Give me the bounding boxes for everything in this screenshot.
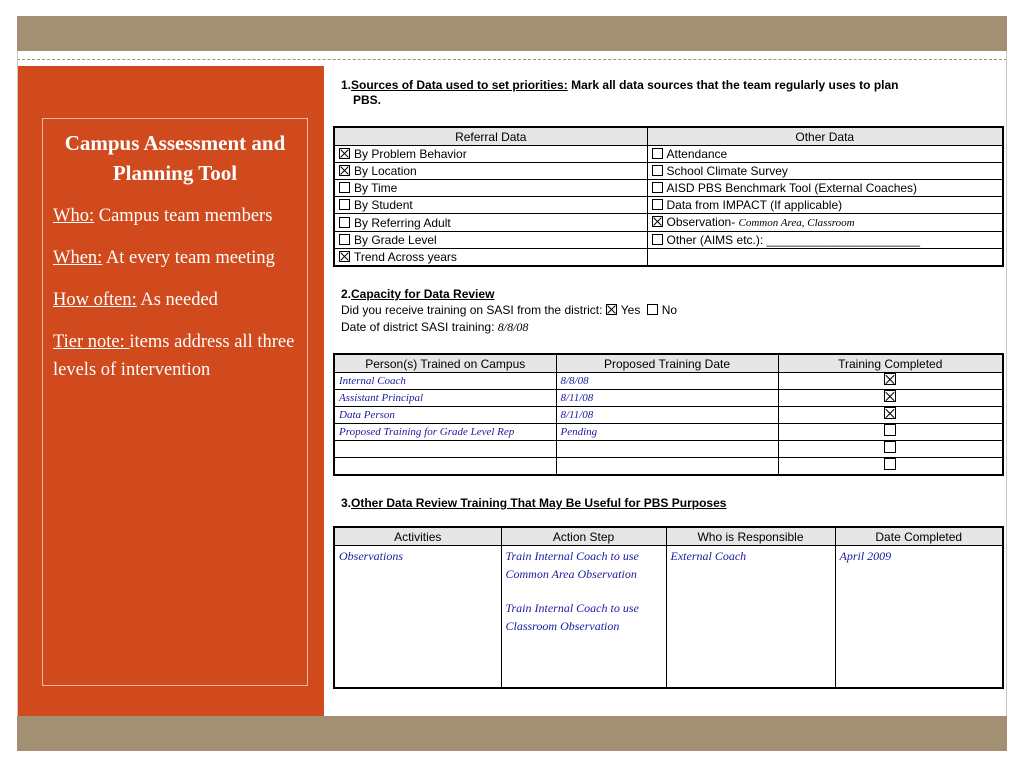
referral-checkbox[interactable] [339,199,350,210]
other-data-cell[interactable] [647,214,1003,232]
other-data-label: Observation- [666,215,739,229]
proposed-date-cell[interactable]: 8/11/08 [556,407,778,424]
sasi-date-line [341,320,528,335]
section1-heading [341,78,991,108]
referral-checkbox[interactable] [339,251,350,262]
completed-cell[interactable] [778,390,1003,407]
section3-number: 3. [341,496,352,510]
proposed-date-cell[interactable] [556,458,778,476]
other-data-cell[interactable] [647,232,1003,249]
referral-label: By Location [354,164,417,178]
sidebar-box [42,118,308,686]
referral-checkbox[interactable] [339,182,350,193]
other-data-checkbox[interactable] [652,199,663,210]
table-row [334,180,1003,197]
header-training-completed: Training Completed [778,354,1003,373]
when-note [53,244,307,272]
completed-checkbox[interactable] [884,390,896,402]
referral-label: By Problem Behavior [354,147,467,161]
referral-label: By Time [354,181,398,195]
completed-cell[interactable] [778,407,1003,424]
date-completed-cell[interactable]: April 2009 [835,546,1003,689]
table-row [334,546,1003,689]
section2-title: Capacity for Data Review [351,287,495,301]
completed-checkbox[interactable] [884,424,896,436]
completed-checkbox[interactable] [884,458,896,470]
other-data-label: Data from IMPACT (If applicable) [666,198,843,212]
table-header-row [334,527,1003,546]
other-training-table [333,526,1004,689]
proposed-date-cell[interactable] [556,441,778,458]
proposed-date-cell[interactable]: 8/8/08 [556,373,778,390]
header-person-trained: Person(s) Trained on Campus [334,354,556,373]
training-table [333,353,1004,476]
sasi-yes-label: Yes [620,303,641,317]
when-label: When: [53,248,103,268]
how-often-label: How often: [53,290,137,310]
sasi-date-label: Date of district SASI training: [341,320,498,334]
other-data-label: Other (AIMS etc.): _______________________ [666,233,921,247]
completed-cell[interactable] [778,424,1003,441]
table-row [334,458,1003,476]
table-row [334,373,1003,390]
referral-cell[interactable] [334,249,647,267]
who-text: Campus team members [94,206,273,226]
action-step-cell[interactable] [501,546,666,689]
referral-cell[interactable] [334,163,647,180]
completed-cell[interactable] [778,458,1003,476]
section2-number: 2. [341,287,352,301]
sasi-date-value: 8/8/08 [497,320,529,334]
how-often-note [53,286,307,314]
other-data-cell[interactable] [647,146,1003,163]
referral-label: Trend Across years [354,250,457,264]
referral-label: By Grade Level [354,233,437,247]
header-band [17,16,1007,51]
referral-checkbox[interactable] [339,234,350,245]
header-proposed-date: Proposed Training Date [556,354,778,373]
sasi-question-text: Did you receive training on SASI from the district: [341,303,606,317]
sasi-no-checkbox[interactable] [647,304,658,315]
other-data-label: Attendance [666,147,728,161]
dashed-divider [17,59,1007,60]
header-date-completed: Date Completed [835,527,1003,546]
header-referral-data: Referral Data [334,127,647,146]
header-action-step: Action Step [501,527,666,546]
referral-checkbox[interactable] [339,217,350,228]
person-cell[interactable]: Data Person [334,407,556,424]
other-data-label: School Climate Survey [666,164,788,178]
sidebar-panel [18,66,324,716]
other-data-label: AISD PBS Benchmark Tool (External Coaches) [666,181,918,195]
referral-cell[interactable] [334,232,647,249]
table-row [334,407,1003,424]
completed-cell[interactable] [778,373,1003,390]
other-data-note: Common Area, Classroom [738,217,855,229]
action-step-1: Train Internal Coach to use Common Area Observation [505,549,639,581]
other-data-cell[interactable] [647,180,1003,197]
table-row [334,441,1003,458]
sidebar-title: Campus Assessment and Planning Tool [64,131,286,185]
section2-heading [341,287,494,301]
who-label: Who: [53,206,95,226]
referral-checkbox[interactable] [339,148,350,159]
referral-cell[interactable] [334,197,647,214]
sasi-yes-checkbox[interactable] [606,304,617,315]
section1-instruction: Mark all data sources that the team regularly uses to plan [567,78,899,92]
table-header-row [334,127,1003,146]
completed-cell[interactable] [778,441,1003,458]
section1-title: Sources of Data used to set priorities: [351,78,568,92]
table-row [334,249,1003,267]
other-data-checkbox[interactable] [652,216,663,227]
other-data-checkbox[interactable] [652,165,663,176]
other-data-cell[interactable] [647,197,1003,214]
header-who-responsible: Who is Responsible [666,527,835,546]
action-step-2: Train Internal Coach to use Classroom Observation [505,601,639,633]
section1-instruction-cont: PBS. [353,93,382,107]
person-cell[interactable]: Proposed Training for Grade Level Rep [334,424,556,441]
table-row [334,197,1003,214]
table-row [334,424,1003,441]
referral-cell[interactable] [334,180,647,197]
other-data-checkbox[interactable] [652,234,663,245]
sasi-question [341,303,677,317]
frame-right-border [1006,51,1007,716]
person-cell[interactable]: Assistant Principal [334,390,556,407]
proposed-date-cell[interactable]: 8/11/08 [556,390,778,407]
header-activities: Activities [334,527,501,546]
tier-text: items address all three levels of intervention [53,332,295,380]
table-row [334,232,1003,249]
other-data-checkbox[interactable] [652,182,663,193]
tier-label: Tier note: [53,332,130,352]
table-header-row [334,354,1003,373]
section3-title: Other Data Review Training That May Be Useful for PBS Purposes [351,496,727,510]
table-row [334,163,1003,180]
header-other-data: Other Data [647,127,1003,146]
other-data-cell[interactable] [647,249,1003,267]
proposed-date-cell[interactable]: Pending [556,424,778,441]
referral-cell[interactable] [334,214,647,232]
table-row [334,214,1003,232]
person-cell[interactable] [334,441,556,458]
table-row [334,390,1003,407]
section3-heading [341,496,726,510]
other-data-checkbox[interactable] [652,148,663,159]
sasi-no-label: No [661,303,678,317]
completed-checkbox[interactable] [884,441,896,453]
when-text: At every team meeting [102,248,275,268]
table-row [334,146,1003,163]
completed-checkbox[interactable] [884,373,896,385]
activity-cell[interactable]: Observations [334,546,501,689]
section1-number: 1. [341,78,352,92]
referral-checkbox[interactable] [339,165,350,176]
person-cell[interactable]: Internal Coach [334,373,556,390]
who-note [53,202,307,230]
footer-band [17,716,1007,751]
referral-label: By Student [354,198,413,212]
data-sources-table [333,126,1004,267]
responsible-cell[interactable]: External Coach [666,546,835,689]
how-often-text: As needed [136,290,218,310]
completed-checkbox[interactable] [884,407,896,419]
referral-label: By Referring Adult [354,215,451,230]
other-data-cell[interactable] [647,163,1003,180]
referral-cell[interactable] [334,146,647,163]
person-cell[interactable] [334,458,556,476]
tier-note [53,328,307,384]
